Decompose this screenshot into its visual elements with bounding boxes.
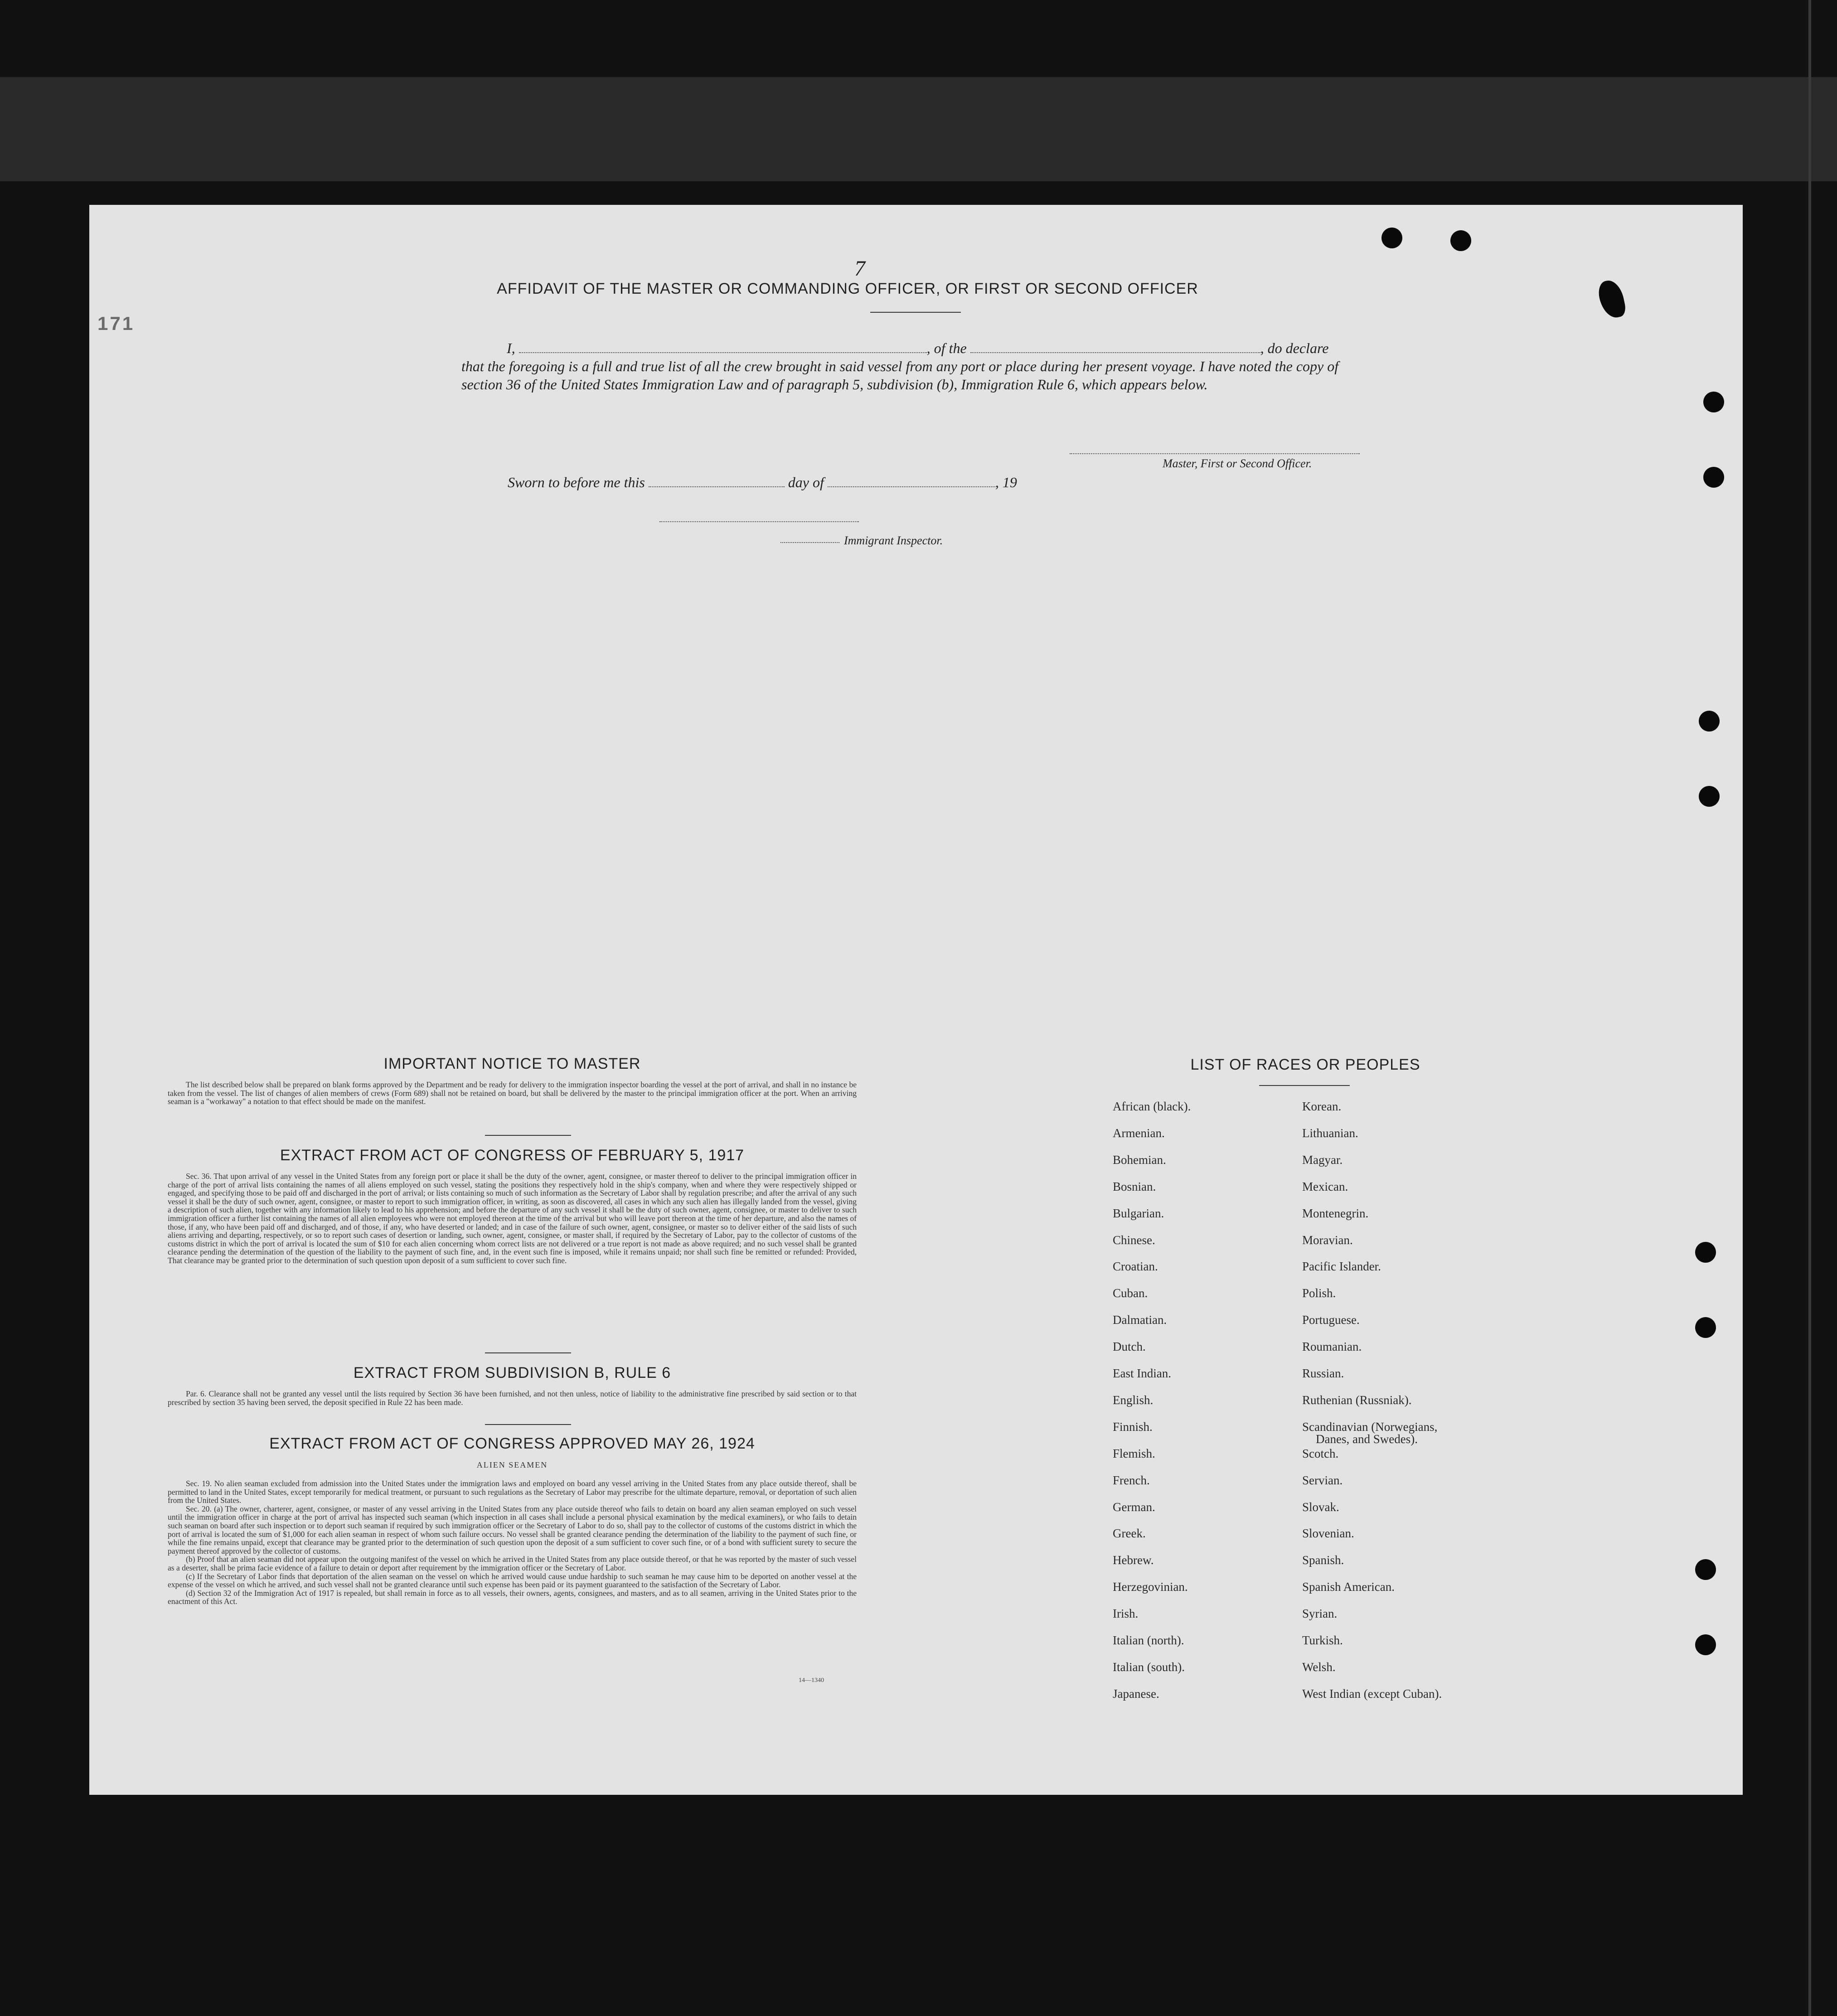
punch-hole (1695, 1559, 1716, 1580)
declaration-i: I, (507, 340, 515, 356)
race-item: Italian (south). (1113, 1660, 1185, 1674)
inspector-label: Immigrant Inspector. (844, 534, 943, 547)
sworn-month-field[interactable] (828, 476, 995, 487)
extract-1924-title: EXTRACT FROM ACT OF CONGRESS APPROVED MAY 26, 1924 (269, 1435, 755, 1452)
film-edge (1808, 0, 1811, 2016)
sec19-paragraph: Sec. 19. No alien seaman excluded from admission into the United States under the immigration laws and employed on board any vessel arriving in the United States from any place outside thereof, shall be permitted to land in the United States, except temporarily for medical treatment, or pursuant to such regulations as the Secretary of Labor may prescribe for the ultimate departure, removal, or deportation of such alien from the United States. (168, 1479, 857, 1505)
race-item: Turkish. (1302, 1633, 1343, 1647)
race-item: German. (1113, 1500, 1155, 1514)
race-item: English. (1113, 1393, 1154, 1407)
race-item: Dalmatian. (1113, 1313, 1167, 1327)
film-band (0, 77, 1837, 181)
race-item: Portuguese. (1302, 1313, 1360, 1327)
race-item: Irish. (1113, 1607, 1139, 1621)
race-item: Bohemian. (1113, 1153, 1166, 1167)
race-item: Montenegrin. (1302, 1206, 1369, 1220)
race-item-continuation: Danes, and Swedes). (1316, 1432, 1418, 1446)
race-item: Korean. (1302, 1100, 1342, 1113)
race-item: Polish. (1302, 1286, 1336, 1300)
race-item: Roumanian. (1302, 1340, 1362, 1354)
extract-rule6-text (168, 1390, 857, 1406)
sec20c-paragraph: (c) If the Secretary of Labor finds that deportation of the alien seaman on the vessel on which he arrived would cause undue hardship to such seaman he may cause him to be deported on another vessel at the expense of the vessel on which he arrived, and such vessel shall not be granted clearance until such expense has been paid or its payment guaranteed to the satisfaction of the Secretary of Labor. (168, 1571, 857, 1590)
punch-hole (1699, 711, 1720, 732)
sworn-day-of: day of (788, 474, 824, 490)
master-signature-label: Master, First or Second Officer. (1163, 457, 1312, 470)
race-item: Greek. (1113, 1527, 1146, 1541)
punch-hole (1381, 228, 1402, 248)
race-item: Russian. (1302, 1367, 1344, 1380)
declaration-do-declare: , do declare (1260, 340, 1329, 356)
section-rule (485, 1135, 571, 1136)
race-item: Croatian. (1113, 1260, 1158, 1274)
extract-rule6-title: EXTRACT FROM SUBDIVISION B, RULE 6 (353, 1364, 671, 1381)
race-item: Chinese. (1113, 1233, 1155, 1247)
race-item: Slovenian. (1302, 1527, 1354, 1541)
notice-text (168, 1081, 857, 1106)
sec20d-paragraph: (d) Section 32 of the Immigration Act of 1917 is repealed, but shall remain in force as to all vessels, their owners, agents, consignees, and masters, and as to all seamen, arriving in the United States prior to the enactment of this Act. (168, 1588, 857, 1606)
punch-hole (1695, 1242, 1716, 1263)
title-rule (870, 312, 961, 313)
race-item: Flemish. (1113, 1446, 1155, 1460)
vessel-name-field[interactable] (970, 342, 1260, 353)
sworn-text: Sworn to before me this (508, 474, 645, 490)
sworn-year: , 19 (995, 474, 1017, 490)
race-item: Mexican. (1302, 1179, 1348, 1193)
race-item: Scandinavian (Norwegians, (1302, 1420, 1438, 1434)
race-item: French. (1113, 1473, 1150, 1487)
rule6-paragraph: Par. 6. Clearance shall not be granted any vessel until the lists required by Section 36 have been furnished, and not then unless, notice of liability to the administrative fine prescribed by said section or to that prescribed by section 35 having been served, the deposit specified in Rule 22 has been made. (168, 1389, 857, 1407)
punch-hole (1703, 392, 1724, 412)
race-item: Slovak. (1302, 1500, 1339, 1514)
race-item: Syrian. (1302, 1607, 1338, 1621)
master-signature-line[interactable] (1070, 453, 1360, 454)
declaration-body: that the foregoing is a full and true list of all the crew brought in said vessel from any port or place during her present voyage. I have noted the copy of section 36 of the United States Immigration Law and of paragraph 5, subdivision (b), Immigration Rule 6, which appears below. (461, 358, 1339, 393)
race-item: Hebrew. (1113, 1553, 1154, 1567)
race-item: Bulgarian. (1113, 1206, 1164, 1220)
affidavit-title: AFFIDAVIT OF THE MASTER OR COMMANDING OFFICER, OR FIRST OR SECOND OFFICER (497, 280, 1198, 297)
race-item: Cuban. (1113, 1286, 1148, 1300)
race-item: Spanish American. (1302, 1580, 1395, 1594)
extract-1924-text (168, 1479, 857, 1606)
sworn-statement (508, 474, 1017, 491)
margin-mark: 171 (97, 313, 135, 334)
race-item: Welsh. (1302, 1660, 1336, 1674)
form-number: 14—1340 (799, 1677, 824, 1684)
race-item: Lithuanian. (1302, 1126, 1358, 1140)
punch-hole (1699, 786, 1720, 807)
notice-paragraph: The list described below shall be prepared on blank forms approved by the Department and be ready for delivery to the immigration inspector boarding the vessel at the port of arrival, and shall in no instance be taken from the vessel. The list of changes of alien members of crews (Form 689) shall not be retained on board, but shall be delivered by the master to the principal immigration officer at the port. When an arriving seaman is a "workaway" a notation to that effect should be made on the manifest. (168, 1080, 857, 1106)
section-rule (485, 1424, 571, 1425)
sec20b-paragraph: (b) Proof that an alien seaman did not appear upon the outgoing manifest of the vessel on which he arrived in the United States from any place outside thereof, or that he was reported by the master of such vessel as a deserter, shall be prima facie evidence of a failure to detain or deport after requirement by the immigration officer or the Secretary of Labor. (168, 1555, 857, 1572)
race-item: Ruthenian (Russniak). (1302, 1393, 1412, 1407)
inspector-dots (780, 542, 839, 543)
master-name-field[interactable] (519, 342, 927, 353)
races-rule (1259, 1085, 1350, 1086)
sworn-day-field[interactable] (649, 476, 785, 487)
race-item: African (black). (1113, 1100, 1191, 1113)
race-item: West Indian (except Cuban). (1302, 1686, 1442, 1701)
race-item: Armenian. (1113, 1126, 1165, 1140)
race-item: Italian (north). (1113, 1633, 1184, 1647)
extract-1917-text (168, 1172, 857, 1265)
race-item: Japanese. (1113, 1686, 1159, 1701)
races-title: LIST OF RACES OR PEOPLES (1190, 1056, 1420, 1073)
punch-hole (1450, 230, 1471, 251)
race-item: Spanish. (1302, 1553, 1344, 1567)
punch-hole (1695, 1317, 1716, 1338)
notice-title: IMPORTANT NOTICE TO MASTER (383, 1055, 641, 1072)
tick-mark: 7 (854, 257, 865, 281)
race-item: Moravian. (1302, 1233, 1353, 1247)
section-rule (485, 1352, 571, 1353)
race-item: Scotch. (1302, 1446, 1339, 1460)
race-item: Finnish. (1113, 1420, 1153, 1434)
section-36-paragraph: Sec. 36. That upon arrival of any vessel in the United States from any foreign port or place it shall be the duty of the owner, agent, consignee, or master thereof to deliver to the principal immigration officer in charge of the port of arrival lists containing the names of all aliens employed on such vessel, stating the positions they respectively hold in the ship's company, when and where they were respectively shipped or engaged, and specifying those to be paid off and discharged in the port of arrival; or lists containing so much of such information as the Secretary of Labor shall by regulation prescribe; and after the arrival of any such vessel it shall be the duty of such owner, agent, consignee, or master to report to such immigration officer, in writing, as soon as discovered, all cases in which any such alien has illegally landed from the vessel, giving a description of such alien, together with any information likely to lead to his apprehension; and before the departure of any such vessel it shall be the duty of such owner, agent, consignee, or master to deliver to such immigration officer a further list containing the names of all alien employees who were not employed thereon at the time of the arrival but who will leave port thereon at the time of her departure, and also the names of those, if any, who have been paid off and discharged, and of those, if any, who have deserted or landed; and in case of the failure of such owner, agent, consignee, or master so to deliver either of the said lists of such aliens arriving and departing, respectively, or so to report such cases of desertion or landing, such owner, agent, consignee, or master shall, if required by the Secretary of Labor, pay to the collector of customs of the customs district in which the port of arrival is located the sum of $10 for each alien concerning whom correct lists are not delivered or a true report is not made as above required; and no such vessel shall be granted clearance pending the determination of the question of the liability to the payment of such fine, and, in the event such fine is imposed, while it remains unpaid; nor shall such fine be remitted or refunded: Provided, That clearance may be granted prior to the determination of such question upon deposit of a sum sufficient to cover such fine. (168, 1172, 857, 1265)
race-item: Pacific Islander. (1302, 1260, 1381, 1274)
race-item: East Indian. (1113, 1367, 1171, 1380)
inspector-signature-line[interactable] (659, 521, 859, 522)
race-item: Dutch. (1113, 1340, 1146, 1354)
punch-hole (1695, 1634, 1716, 1655)
race-item: Servian. (1302, 1473, 1343, 1487)
alien-seamen-subtitle: ALIEN SEAMEN (476, 1460, 548, 1469)
punch-hole (1703, 467, 1724, 488)
race-item: Magyar. (1302, 1153, 1343, 1167)
affidavit-declaration (461, 339, 1376, 393)
declaration-of-the: , of the (926, 340, 967, 356)
sec20a-paragraph: Sec. 20. (a) The owner, charterer, agent, consignee, or master of any vessel arriving in the United States from any place outside thereof who fails to detain on board any alien seaman employed on such vessel until the immigration officer in charge at the port of arrival has inspected such seaman (which inspection in all cases shall include a personal physical examination by the medical examiners), or who fails to detain such seaman on board after such inspection or to deport such seaman if required by such immigration officer or the Secretary of Labor to do so, shall pay to the collector of customs of the customs district in which the port of arrival is located the sum of $1,000 for each alien seaman in respect of whom such failure occurs. No vessel shall be granted clearance pending the determination of the liability to the payment of such fine, or while the fine remains unpaid, except that clearance may be granted prior to the determination of such question upon the deposit of a sum sufficient to cover such fine, or of a bond with sufficient surety to secure the payment thereof approved by the collector of customs. (168, 1504, 857, 1556)
race-item: Bosnian. (1113, 1179, 1156, 1193)
extract-1917-title: EXTRACT FROM ACT OF CONGRESS OF FEBRUARY 5, 1917 (280, 1147, 745, 1164)
race-item: Herzegovinian. (1113, 1580, 1188, 1594)
